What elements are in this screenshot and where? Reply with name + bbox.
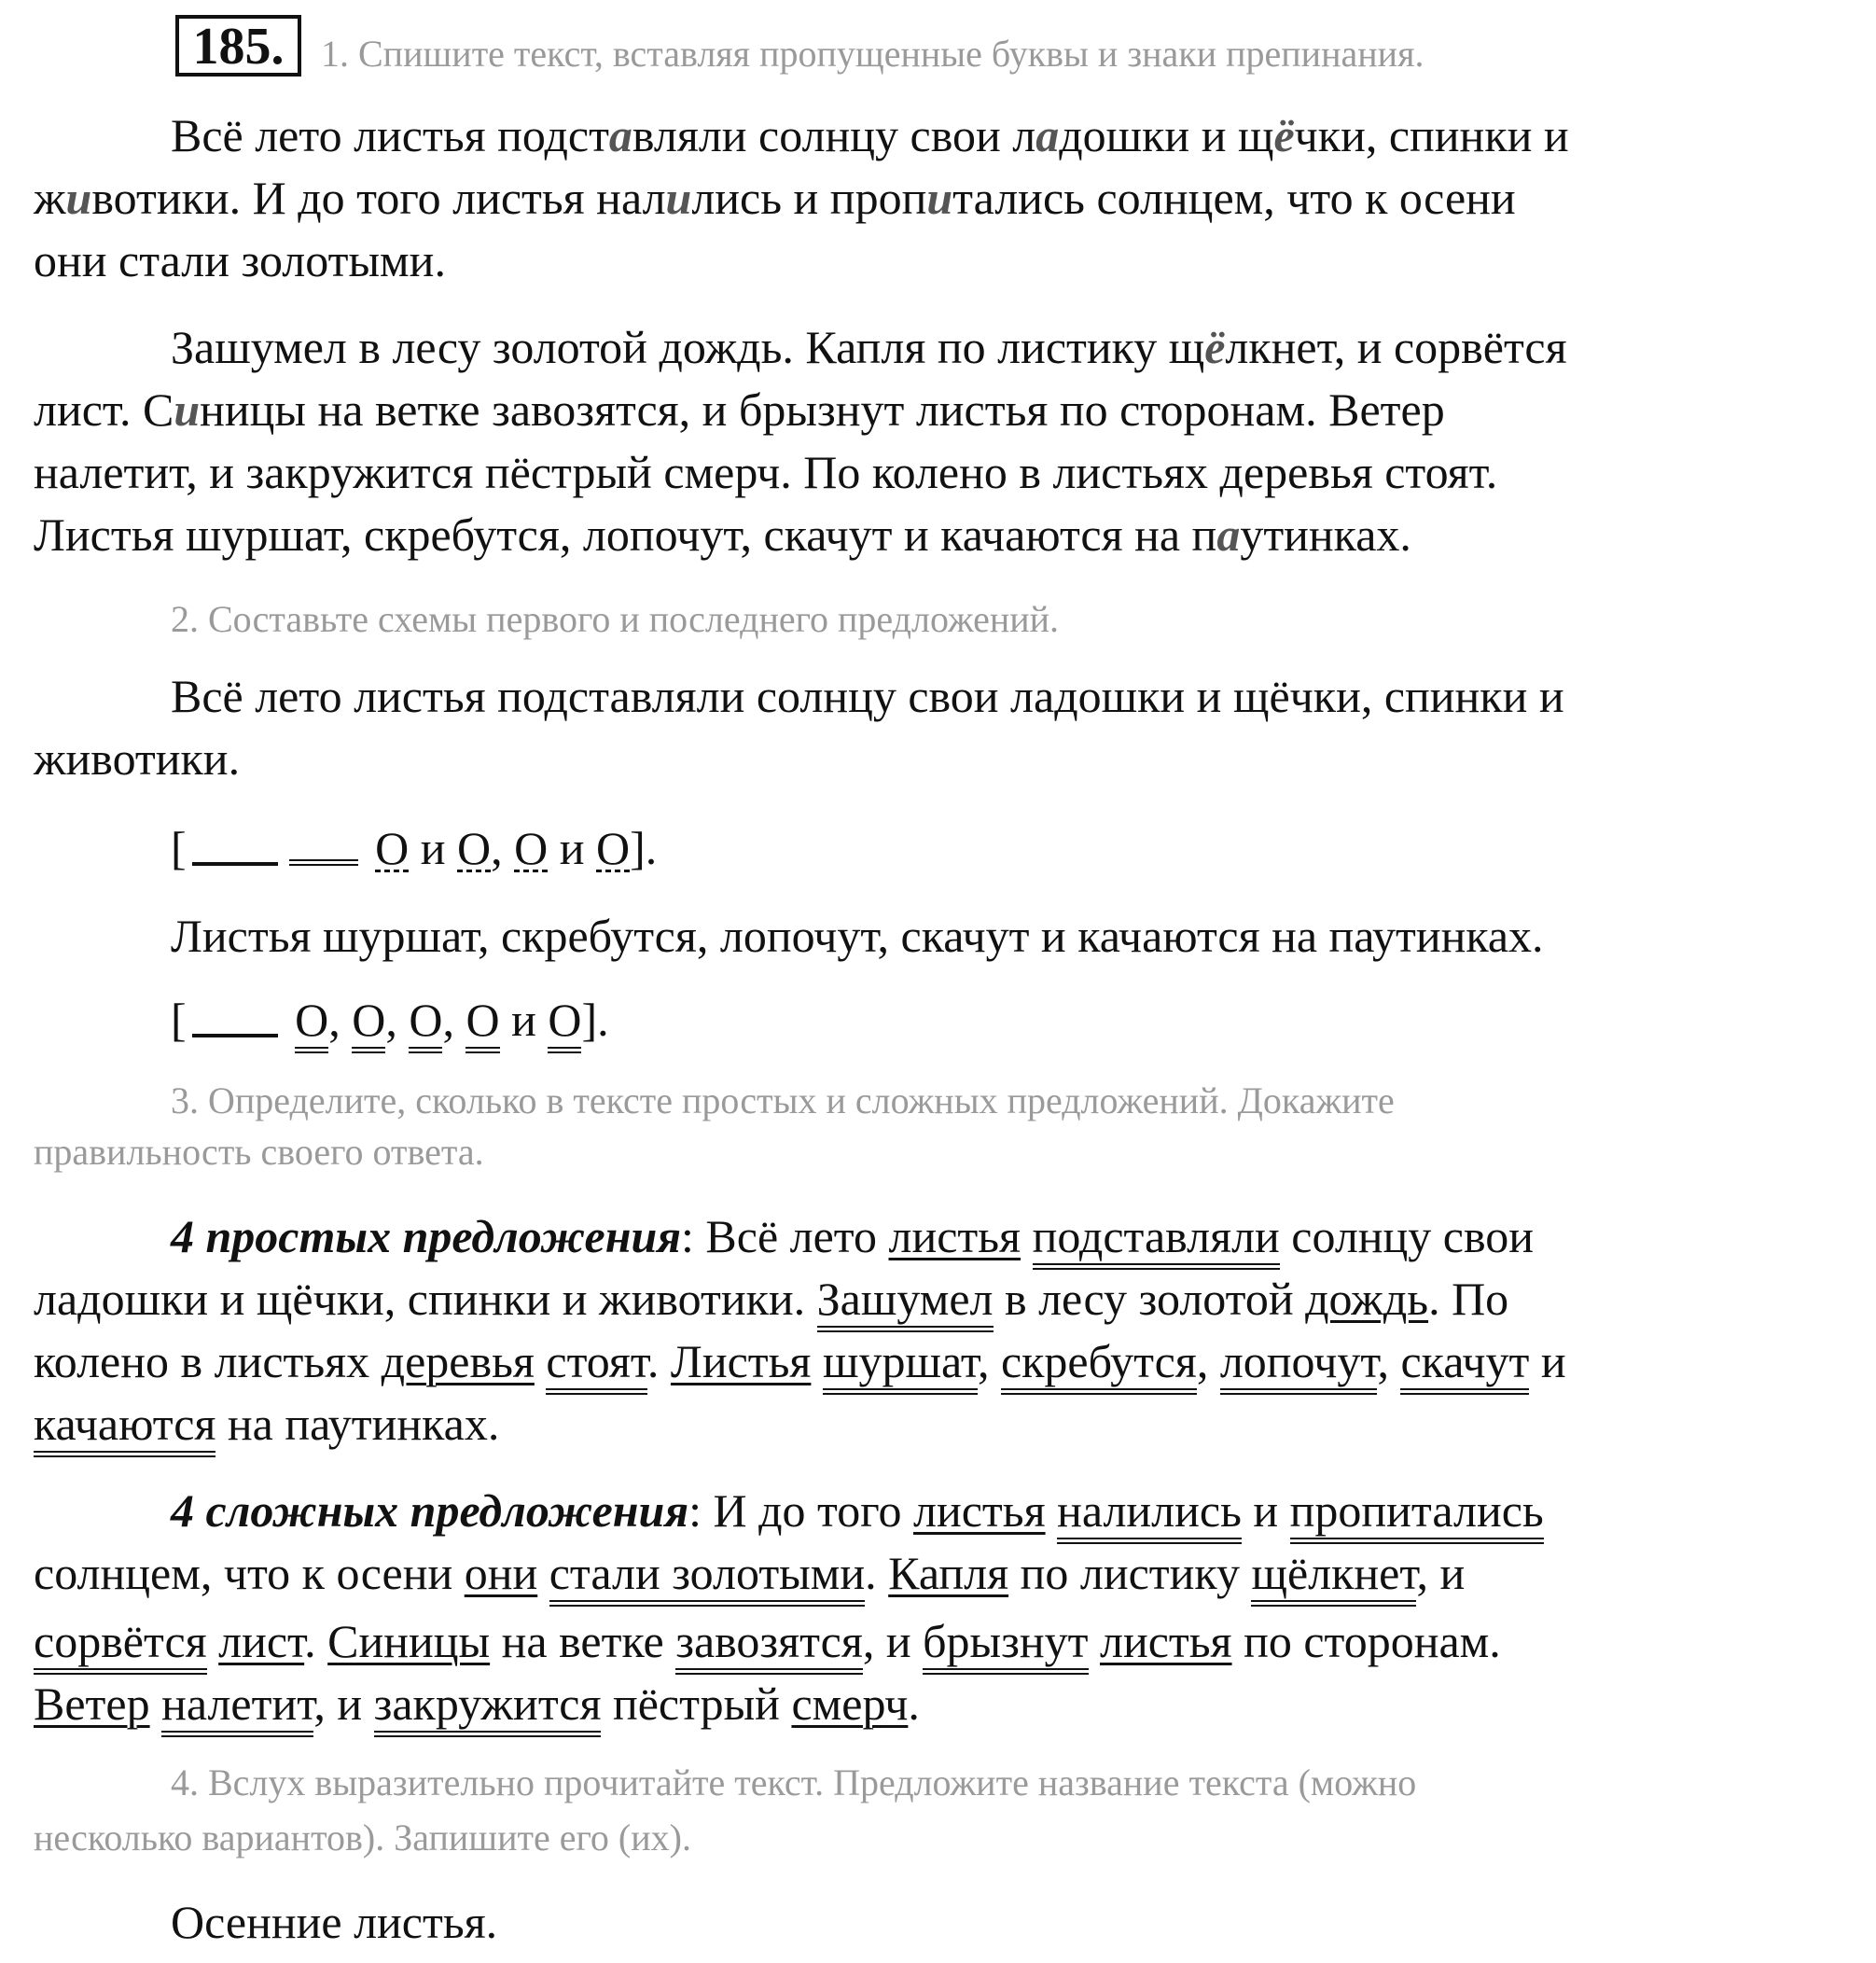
answer-title: Осенние листья. <box>171 1896 498 1948</box>
complex-label: 4 сложных предложения <box>171 1484 689 1537</box>
simple-answer-line2: ладошки и щёчки, спинки и животики. Зашумел в лесу золотой дождь. По <box>34 1275 1508 1322</box>
inserted-letter: и <box>65 172 92 224</box>
task-4-line1: 4. Вслух выразительно прочитайте текст. Предложите название текста (можно <box>171 1761 1417 1803</box>
scheme-2-sentence: Листья шуршат, скребутся, лопочут, скачут и качаются на паутинках. <box>171 910 1544 962</box>
inserted-letter: и <box>926 172 953 224</box>
inserted-letter: а <box>608 109 632 161</box>
predicate-line <box>289 858 358 866</box>
simple-answer-line4: качаются на паутинках. <box>34 1400 499 1447</box>
subject-line <box>192 861 278 866</box>
task-4-line2: несколько вариантов). Запишите его (их). <box>34 1817 691 1859</box>
text-p2-line3: налетит, и закружится пёстрый смерч. По колено в листьях деревья стоят. <box>34 446 1498 498</box>
text-p1-line3: они стали золотыми. <box>34 234 446 286</box>
task-1: 1. Спишите текст, вставляя пропущенные буквы и знаки препинания. <box>321 33 1424 75</box>
scheme-1: [ О и О, О и О]. <box>171 822 658 874</box>
text-p1-line2: животики. И до того листья налились и пропитались солнцем, что к осени <box>34 172 1516 224</box>
complex-answer-line1: 4 сложных предложения: И до того листья налились и пропитались <box>171 1487 1544 1534</box>
inserted-letter: и <box>665 172 692 224</box>
inserted-letter: и <box>174 383 201 436</box>
text-p2-line4: Листья шуршат, скребутся, лопочут, скачут и качаются на паутинках. <box>34 508 1411 561</box>
scheme-2: [ О, О, О, О и О]. <box>171 996 609 1043</box>
complex-answer-line3: сорвётся лист. Синицы на ветке завозятся, и брызнут листья по сторонам. <box>34 1618 1501 1664</box>
simple-label: 4 простых предложения <box>171 1210 682 1262</box>
subject-line <box>192 1033 278 1037</box>
task-3-line1: 3. Определите, сколько в тексте простых и сложных предложений. Докажите <box>171 1079 1395 1121</box>
complex-answer-line2: солнцем, что к осени они стали золотыми. Капля по листику щёлкнет, и <box>34 1550 1465 1596</box>
scheme-1-sentence-line1: Всё лето листья подставляли солнцу свои ладошки и щёчки, спинки и <box>171 670 1564 722</box>
simple-answer-line1: 4 простых предложения: Всё лето листья подставляли солнцу свои <box>171 1213 1534 1260</box>
task-3-line2: правильность своего ответа. <box>34 1131 484 1173</box>
text-p2-line1: Зашумел в лесу золотой дождь. Капля по листику щёлкнет, и сорвётся <box>171 321 1567 373</box>
inserted-letter: ё <box>1204 321 1226 373</box>
inserted-letter: а <box>1216 508 1241 561</box>
scheme-1-sentence-line2: животики. <box>34 732 241 785</box>
text-p1-line1: Всё лето листья подставляли солнцу свои ладошки и щёчки, спинки и <box>171 109 1569 161</box>
simple-answer-line3: колено в листьях деревья стоят. Листья шуршат, скребутся, лопочут, скачут и <box>34 1338 1566 1385</box>
complex-answer-line4: Ветер налетит, и закружится пёстрый смерч. <box>34 1680 920 1727</box>
text-p2-line2: лист. Синицы на ветке завозятся, и брызнут листья по сторонам. Ветер <box>34 383 1445 436</box>
inserted-letter: а <box>1035 109 1060 161</box>
exercise-number: 185. <box>175 15 301 77</box>
task-2: 2. Составьте схемы первого и последнего предложений. <box>171 598 1060 640</box>
inserted-letter: ё <box>1273 109 1295 161</box>
